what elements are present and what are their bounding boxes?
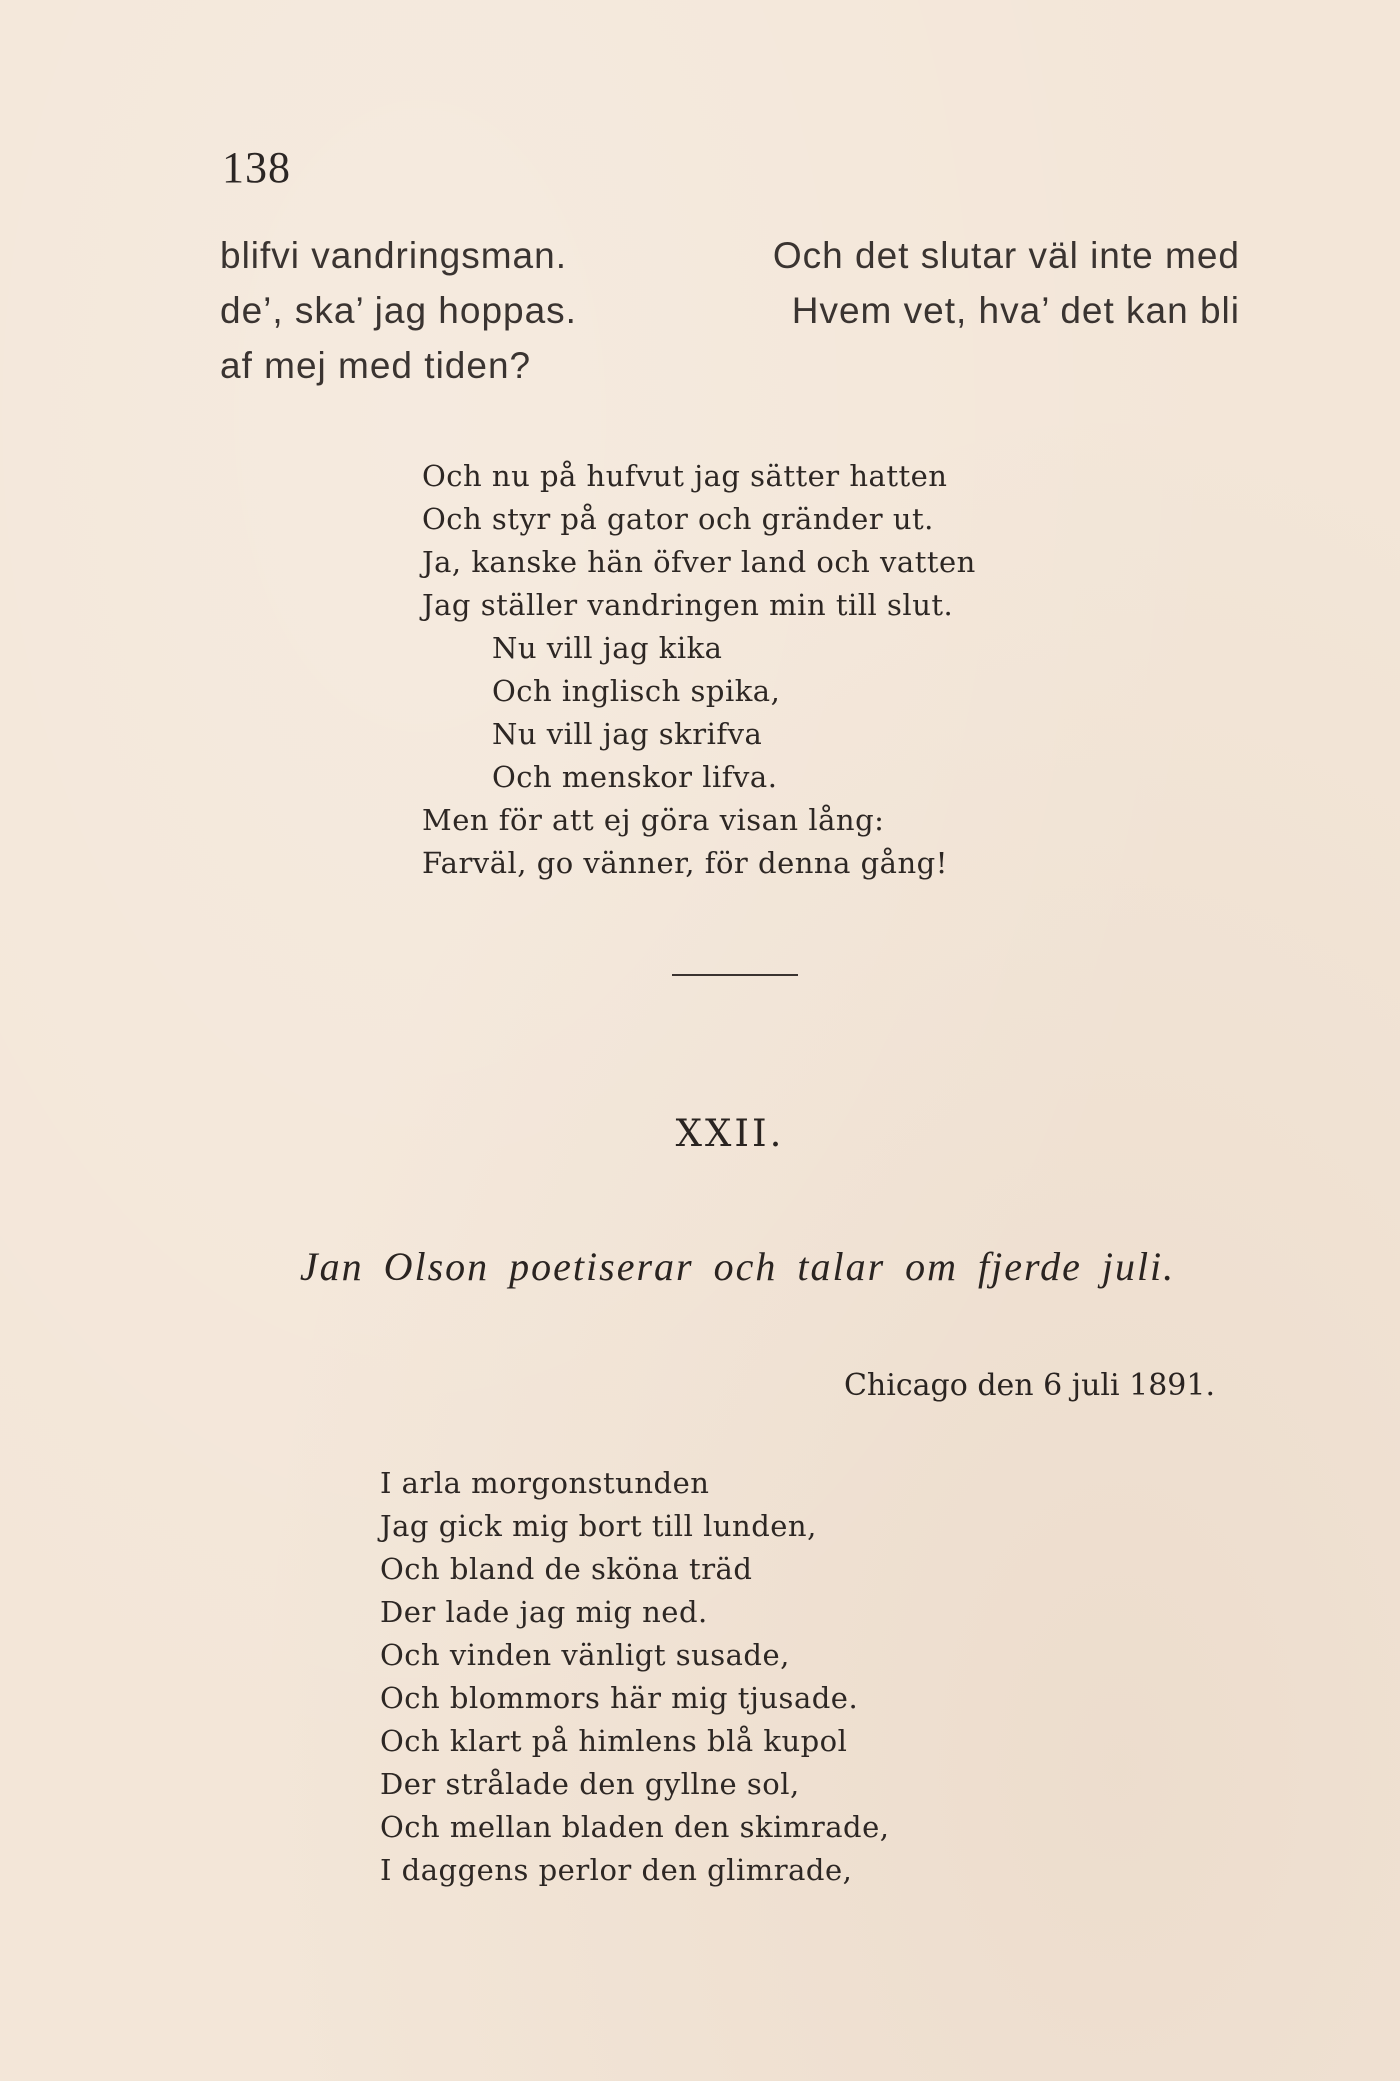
verse-line: Nu vill jag kika bbox=[492, 631, 723, 665]
verse-line: I arla morgonstunden bbox=[380, 1466, 710, 1500]
prose-line-part: blifvi vandringsman. bbox=[220, 235, 567, 276]
verse-line: Och vinden vänligt susade, bbox=[380, 1638, 790, 1672]
verse-line: Och blommors här mig tjusade. bbox=[380, 1681, 859, 1715]
poem-stanza-1 bbox=[422, 455, 976, 885]
verse-line: Och nu på hufvut jag sätter hatten bbox=[422, 459, 948, 493]
verse-line: Och menskor lifva. bbox=[492, 760, 778, 794]
section-divider bbox=[672, 974, 798, 976]
verse-line: Och styr på gator och gränder ut. bbox=[422, 502, 934, 536]
prose-line-part: Och det slutar väl inte med bbox=[772, 235, 1240, 276]
verse-line: Och klart på himlens blå kupol bbox=[380, 1724, 848, 1758]
verse-line: Ja, kanske hän öfver land och vatten bbox=[422, 545, 976, 579]
verse-line: Och mellan bladen den skimrade, bbox=[380, 1810, 890, 1844]
verse-line: Der strålade den gyllne sol, bbox=[380, 1767, 800, 1801]
verse-line: Farväl, go vänner, för denna gång! bbox=[422, 846, 948, 880]
verse-line: Och bland de sköna träd bbox=[380, 1552, 753, 1586]
chapter-number: XXII. bbox=[675, 1112, 785, 1155]
prose-line-part: Hvem vet, hva’ det kan bli bbox=[791, 290, 1240, 331]
prose-line bbox=[220, 228, 1240, 283]
verse-line: Men för att ej göra visan lång: bbox=[422, 803, 885, 837]
verse-line: Nu vill jag skrifva bbox=[492, 717, 763, 751]
chapter-title: Jan Olson poetiserar och talar om fjerde juli. bbox=[299, 1244, 1176, 1289]
poem-stanza-2 bbox=[380, 1462, 890, 1892]
prose-line-part: af mej med tiden? bbox=[220, 345, 532, 386]
prose-line bbox=[220, 283, 1240, 338]
letter-dateline: Chicago den 6 juli 1891. bbox=[843, 1368, 1215, 1403]
prose-line-part: de’, ska’ jag hoppas. bbox=[220, 290, 577, 331]
page-number: 138 bbox=[222, 143, 291, 192]
verse-line: Jag ställer vandringen min till slut. bbox=[422, 588, 954, 622]
verse-line: Och inglisch spika, bbox=[492, 674, 781, 708]
verse-line: I daggens perlor den glimrade, bbox=[380, 1853, 853, 1887]
verse-line: Jag gick mig bort till lunden, bbox=[380, 1509, 817, 1543]
prose-paragraph bbox=[220, 228, 1240, 393]
prose-line bbox=[220, 338, 1240, 393]
verse-line: Der lade jag mig ned. bbox=[380, 1595, 708, 1629]
